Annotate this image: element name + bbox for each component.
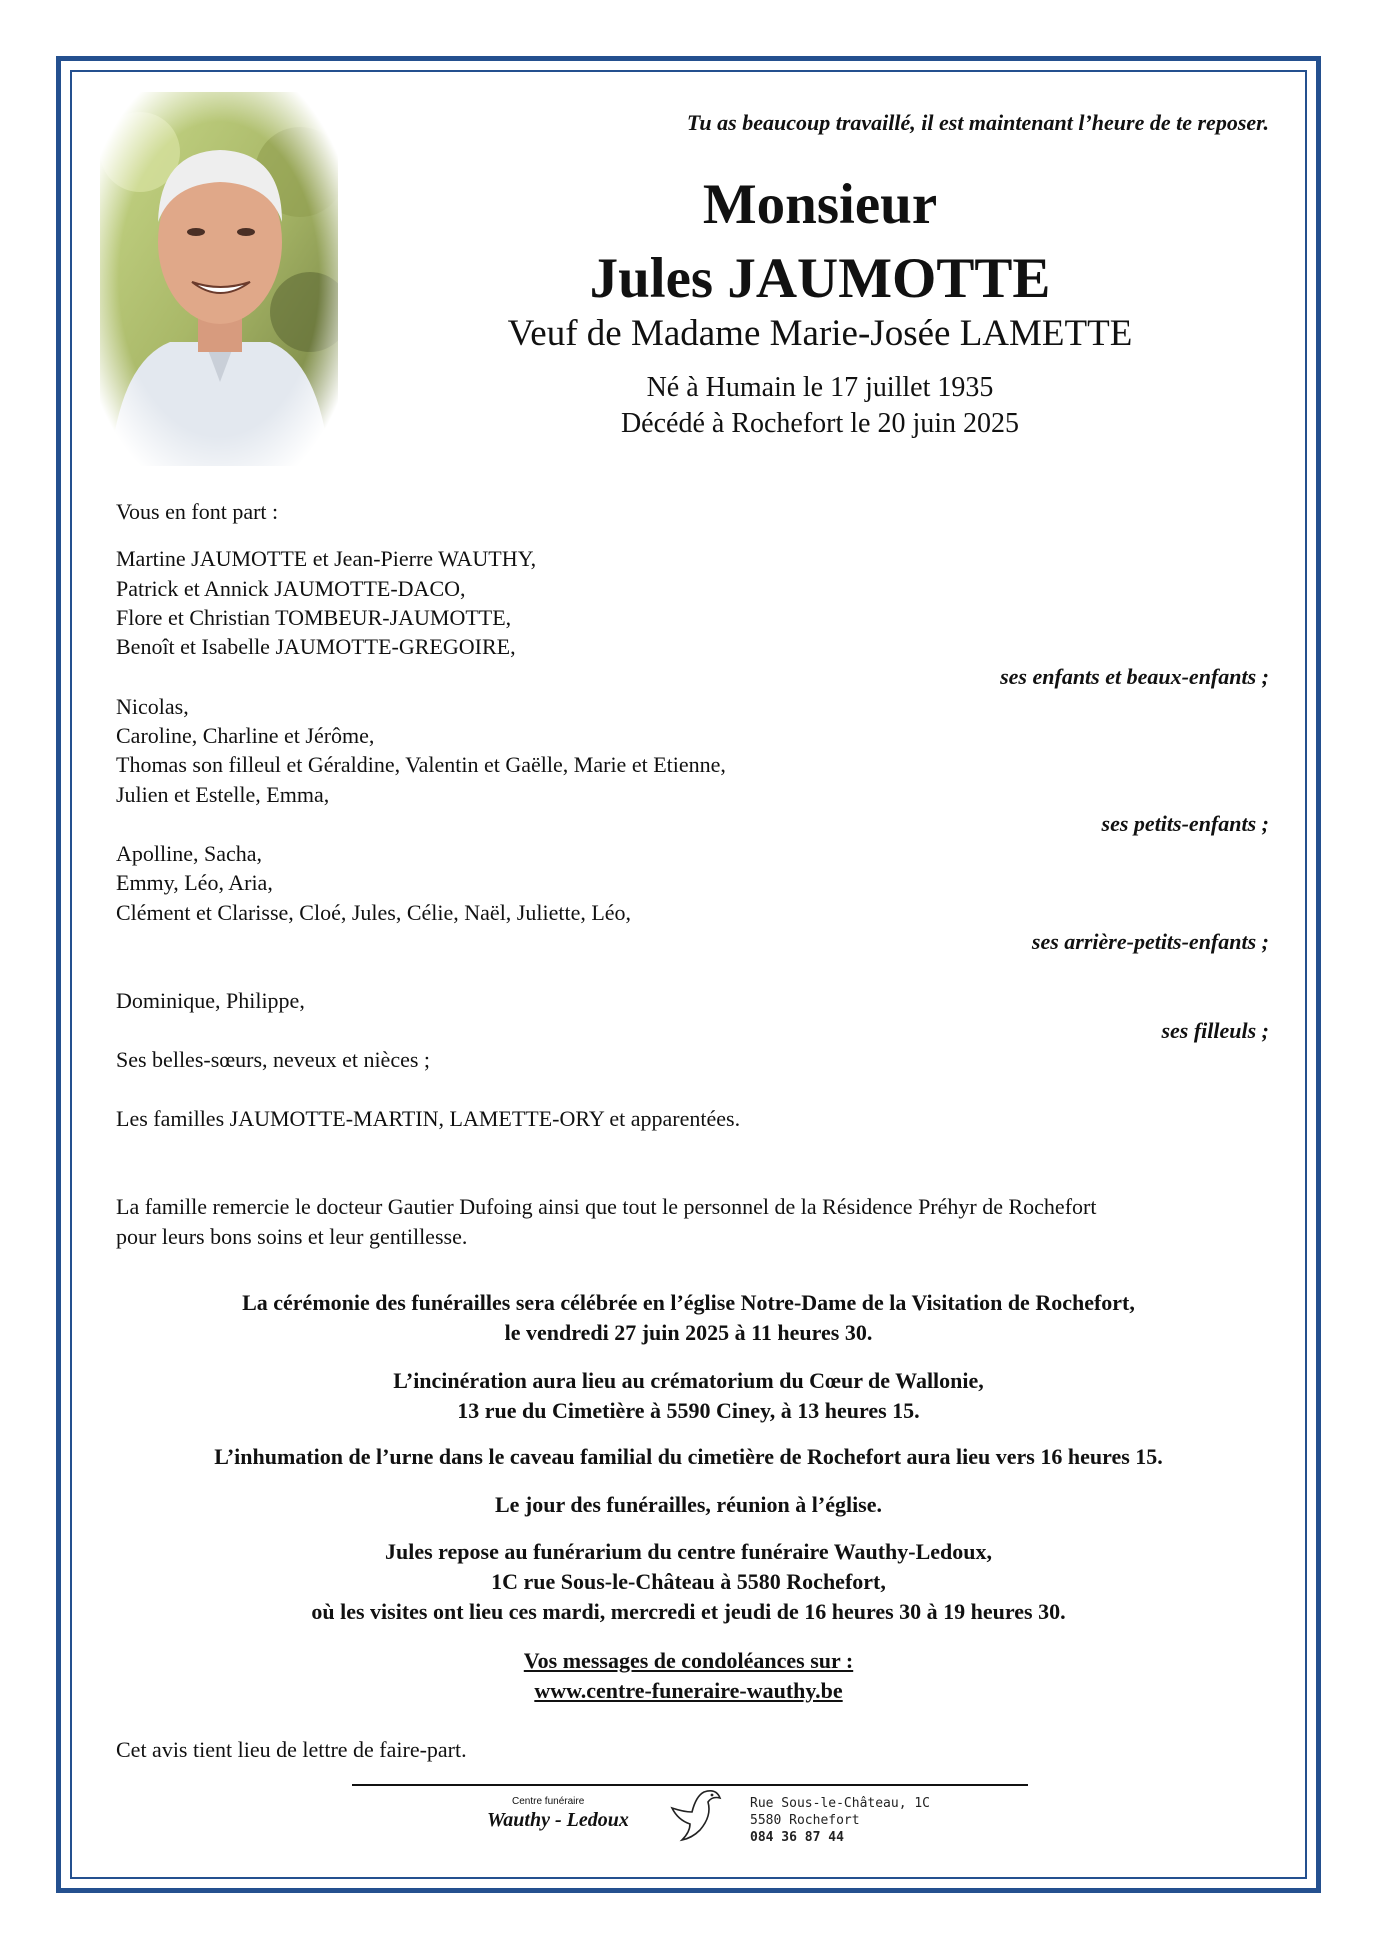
great-grandchildren-line: Apolline, Sacha, — [116, 841, 263, 866]
in-laws-line: Ses belles-sœurs, neveux et nièces ; — [116, 1047, 431, 1072]
deceased-name: Jules JAUMOTTE — [589, 247, 1051, 310]
families-line: Les familles JAUMOTTE-MARTIN, LAMETTE-ORY et apparentées. — [116, 1106, 741, 1131]
grandchildren-line: Nicolas, — [116, 694, 189, 719]
children-line: Patrick et Annick JAUMOTTE-DACO, — [116, 576, 466, 601]
epitaph-quote: Tu as beaucoup travaillé, il est maintenant l’heure de te reposer. — [686, 110, 1269, 135]
grandchildren-line: Julien et Estelle, Emma, — [116, 782, 330, 807]
address-line: Rue Sous-le-Château, 1C — [750, 1796, 931, 1811]
portrait-photo — [100, 92, 338, 466]
grandchildren-line: Caroline, Charline et Jérôme, — [116, 723, 375, 748]
dove-logo-icon — [668, 1786, 726, 1844]
rests-line: 1C rue Sous-le-Château à 5580 Rochefort, — [491, 1569, 886, 1594]
address-line: 5580 Rochefort — [750, 1813, 860, 1828]
children-label: ses enfants et beaux-enfants ; — [1000, 664, 1269, 689]
condolences-link[interactable]: www.centre-funeraire-wauthy.be — [534, 1678, 843, 1703]
cremation-line: L’incinération aura lieu au crématorium du Cœur de Wallonie, — [393, 1368, 984, 1393]
funeral-line: le vendredi 27 juin 2025 à 11 heures 30. — [504, 1320, 873, 1345]
phone-number: 084 36 87 44 — [750, 1830, 844, 1845]
thanks-line: pour leurs bons soins et leur gentillesse. — [116, 1224, 468, 1249]
children-line: Benoît et Isabelle JAUMOTTE-GREGOIRE, — [116, 634, 516, 659]
children-line: Flore et Christian TOMBEUR-JAUMOTTE, — [116, 605, 512, 630]
logo-name: Wauthy - Ledoux — [487, 1809, 629, 1831]
portrait-illustration — [100, 92, 338, 466]
death-info: Décédé à Rochefort le 20 juin 2025 — [620, 408, 1020, 439]
great-grandchildren-line: Clément et Clarisse, Cloé, Jules, Célie, Naël, Juliette, Léo, — [116, 900, 632, 925]
salutation: Monsieur — [702, 173, 938, 236]
widow-of: Veuf de Madame Marie-Josée LAMETTE — [507, 313, 1133, 354]
rests-line: où les visites ont lieu ces mardi, mercredi et jeudi de 16 heures 30 à 19 heures 30. — [311, 1599, 1066, 1624]
grandchildren-label: ses petits-enfants ; — [1101, 811, 1269, 836]
closing-note: Cet avis tient lieu de lettre de faire-part. — [116, 1737, 467, 1762]
godchildren-label: ses filleuls ; — [1161, 1018, 1269, 1043]
thanks-line: La famille remercie le docteur Gautier Dufoing ainsi que tout le personnel de la Résidence Préhyr de Rochefort — [116, 1194, 1097, 1219]
birth-info: Né à Humain le 17 juillet 1935 — [646, 372, 994, 403]
funeral-line: La cérémonie des funérailles sera célébrée en l’église Notre-Dame de la Visitation de Rochefort, — [242, 1290, 1135, 1315]
rests-line: Jules repose au funérarium du centre funéraire Wauthy-Ledoux, — [384, 1539, 993, 1564]
great-grandchildren-line: Emmy, Léo, Aria, — [116, 870, 273, 895]
cremation-line: 13 rue du Cimetière à 5590 Ciney, à 13 heures 15. — [457, 1398, 920, 1423]
intro-text: Vous en font part : — [116, 499, 279, 524]
logo-subtitle: Centre funéraire — [512, 1796, 585, 1807]
meeting-line: Le jour des funérailles, réunion à l’église. — [494, 1492, 883, 1517]
children-line: Martine JAUMOTTE et Jean-Pierre WAUTHY, — [116, 546, 537, 571]
condolences-label: Vos messages de condoléances sur : — [523, 1648, 854, 1673]
burial-line: L’inhumation de l’urne dans le caveau familial du cimetière de Rochefort aura lieu vers 16 heures 15. — [214, 1444, 1163, 1469]
grandchildren-line: Thomas son filleul et Géraldine, Valentin et Gaëlle, Marie et Etienne, — [116, 752, 726, 777]
great-grandchildren-label: ses arrière-petits-enfants ; — [1031, 929, 1269, 954]
godchildren-line: Dominique, Philippe, — [116, 988, 305, 1013]
